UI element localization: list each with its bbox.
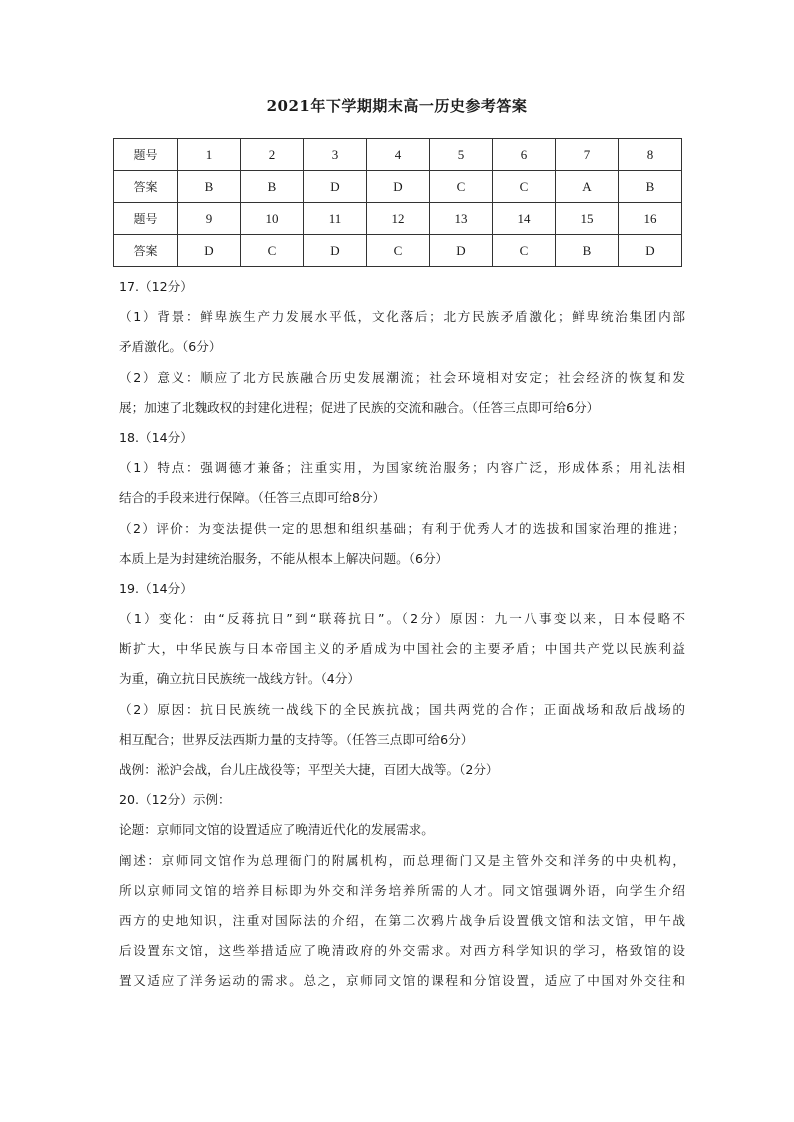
table-cell: C <box>241 235 304 267</box>
table-cell: 3 <box>304 139 367 171</box>
table-cell: 5 <box>430 139 493 171</box>
table-cell: D <box>619 235 682 267</box>
text-line: （2）评价：为变法提供一定的思想和组织基础；有利于优秀人才的选拔和国家治理的推进； <box>119 520 685 536</box>
text-line: 所以京师同文馆的培养目标即为外交和洋务培养所需的人才。同文馆强调外语，向学生介绍 <box>119 882 685 898</box>
table-cell: D <box>178 235 241 267</box>
table-cell: 9 <box>178 203 241 235</box>
text-line: （1）变化：由“反蒋抗日”到“联蒋抗日”。（2分）原因：九一八事变以来，日本侵略不 <box>119 611 685 627</box>
text-line: 20.（12分）示例： <box>119 792 231 808</box>
text-line: 论题：京师同文馆的设置适应了晚清近代化的发展需求。 <box>119 822 434 838</box>
table-cell: 8 <box>619 139 682 171</box>
text-line: 阐述：京师同文馆作为总理衙门的附属机构，而总理衙门又是主管外交和洋务的中央机构， <box>119 852 685 868</box>
text-line: 结合的手段来进行保障。（任答三点即可给8分） <box>119 490 386 506</box>
row-label: 题号 <box>114 203 178 235</box>
table-cell: B <box>556 235 619 267</box>
text-line: 17.（12分） <box>119 279 193 294</box>
text-line: （1）背景：鲜卑族生产力发展水平低，文化落后；北方民族矛盾激化；鲜卑统治集团内部 <box>119 309 685 325</box>
text-line: 相互配合；世界反法西斯力量的支持等。（任答三点即可给6分） <box>119 731 474 747</box>
table-cell: 6 <box>493 139 556 171</box>
answer-table <box>113 138 682 267</box>
row-label: 答案 <box>114 171 178 203</box>
table-cell: D <box>430 235 493 267</box>
table-cell: 1 <box>178 139 241 171</box>
table-cell: C <box>493 171 556 203</box>
table-row <box>114 171 682 203</box>
row-label: 题号 <box>114 139 178 171</box>
table-cell: 15 <box>556 203 619 235</box>
table-cell: D <box>304 171 367 203</box>
table-cell: 12 <box>367 203 430 235</box>
text-line: 后设置东文馆，这些举措适应了晚清政府的外交需求。对西方科学知识的学习，格致馆的设 <box>119 943 685 959</box>
table-cell: D <box>367 171 430 203</box>
table-cell: B <box>178 171 241 203</box>
table-cell: C <box>367 235 430 267</box>
text-line: 战例：淞沪会战，台儿庄战役等；平型关大捷，百团大战等。（2分） <box>119 762 499 777</box>
table-cell: C <box>493 235 556 267</box>
text-line: （1）特点：强调德才兼备；注重实用，为国家统治服务；内容广泛，形成体系；用礼法相 <box>119 460 685 476</box>
table-cell: B <box>241 171 304 203</box>
table-row <box>114 203 682 235</box>
text-line: 置又适应了洋务运动的需求。总之，京师同文馆的课程和分馆设置，适应了中国对外交往和 <box>119 973 685 989</box>
text-line: 展；加速了北魏政权的封建化进程；促进了民族的交流和融合。（任答三点即可给6分） <box>119 399 600 415</box>
table-cell: D <box>304 235 367 267</box>
table-cell: 14 <box>493 203 556 235</box>
table-cell: 2 <box>241 139 304 171</box>
text-line: （2）意义：顺应了北方民族融合历史发展潮流；社会环境相对安定；社会经济的恢复和发 <box>119 369 685 385</box>
table-row <box>114 235 682 267</box>
page-title: 2021年下学期期末高一历史参考答案 <box>266 97 528 115</box>
text-line: 19.（14分） <box>119 580 193 596</box>
table-row <box>114 139 682 171</box>
table-cell: C <box>430 171 493 203</box>
row-label: 答案 <box>114 235 178 267</box>
text-line: 本质上是为封建统治服务，不能从根本上解决问题。（6分） <box>119 550 449 566</box>
answer-body <box>119 272 685 997</box>
table-cell: 13 <box>430 203 493 235</box>
table-cell: 4 <box>367 139 430 171</box>
table-cell: 10 <box>241 203 304 235</box>
text-line: 矛盾激化。（6分） <box>119 339 222 355</box>
table-cell: 7 <box>556 139 619 171</box>
text-line: 西方的史地知识，注重对国际法的介绍，在第二次鸦片战争后设置俄文馆和法文馆，甲午战 <box>119 912 685 928</box>
table-cell: 11 <box>304 203 367 235</box>
text-line: （2）原因：抗日民族统一战线下的全民族抗战；国共两党的合作；正面战场和敌后战场的 <box>119 701 685 717</box>
text-line: 为重，确立抗日民族统一战线方针。（4分） <box>119 671 360 687</box>
table-cell: 16 <box>619 203 682 235</box>
text-line: 断扩大，中华民族与日本帝国主义的矛盾成为中国社会的主要矛盾；中国共产党以民族利益 <box>119 641 685 657</box>
table-cell: B <box>619 171 682 203</box>
text-line: 18.（14分） <box>119 429 193 445</box>
table-cell: A <box>556 171 619 203</box>
